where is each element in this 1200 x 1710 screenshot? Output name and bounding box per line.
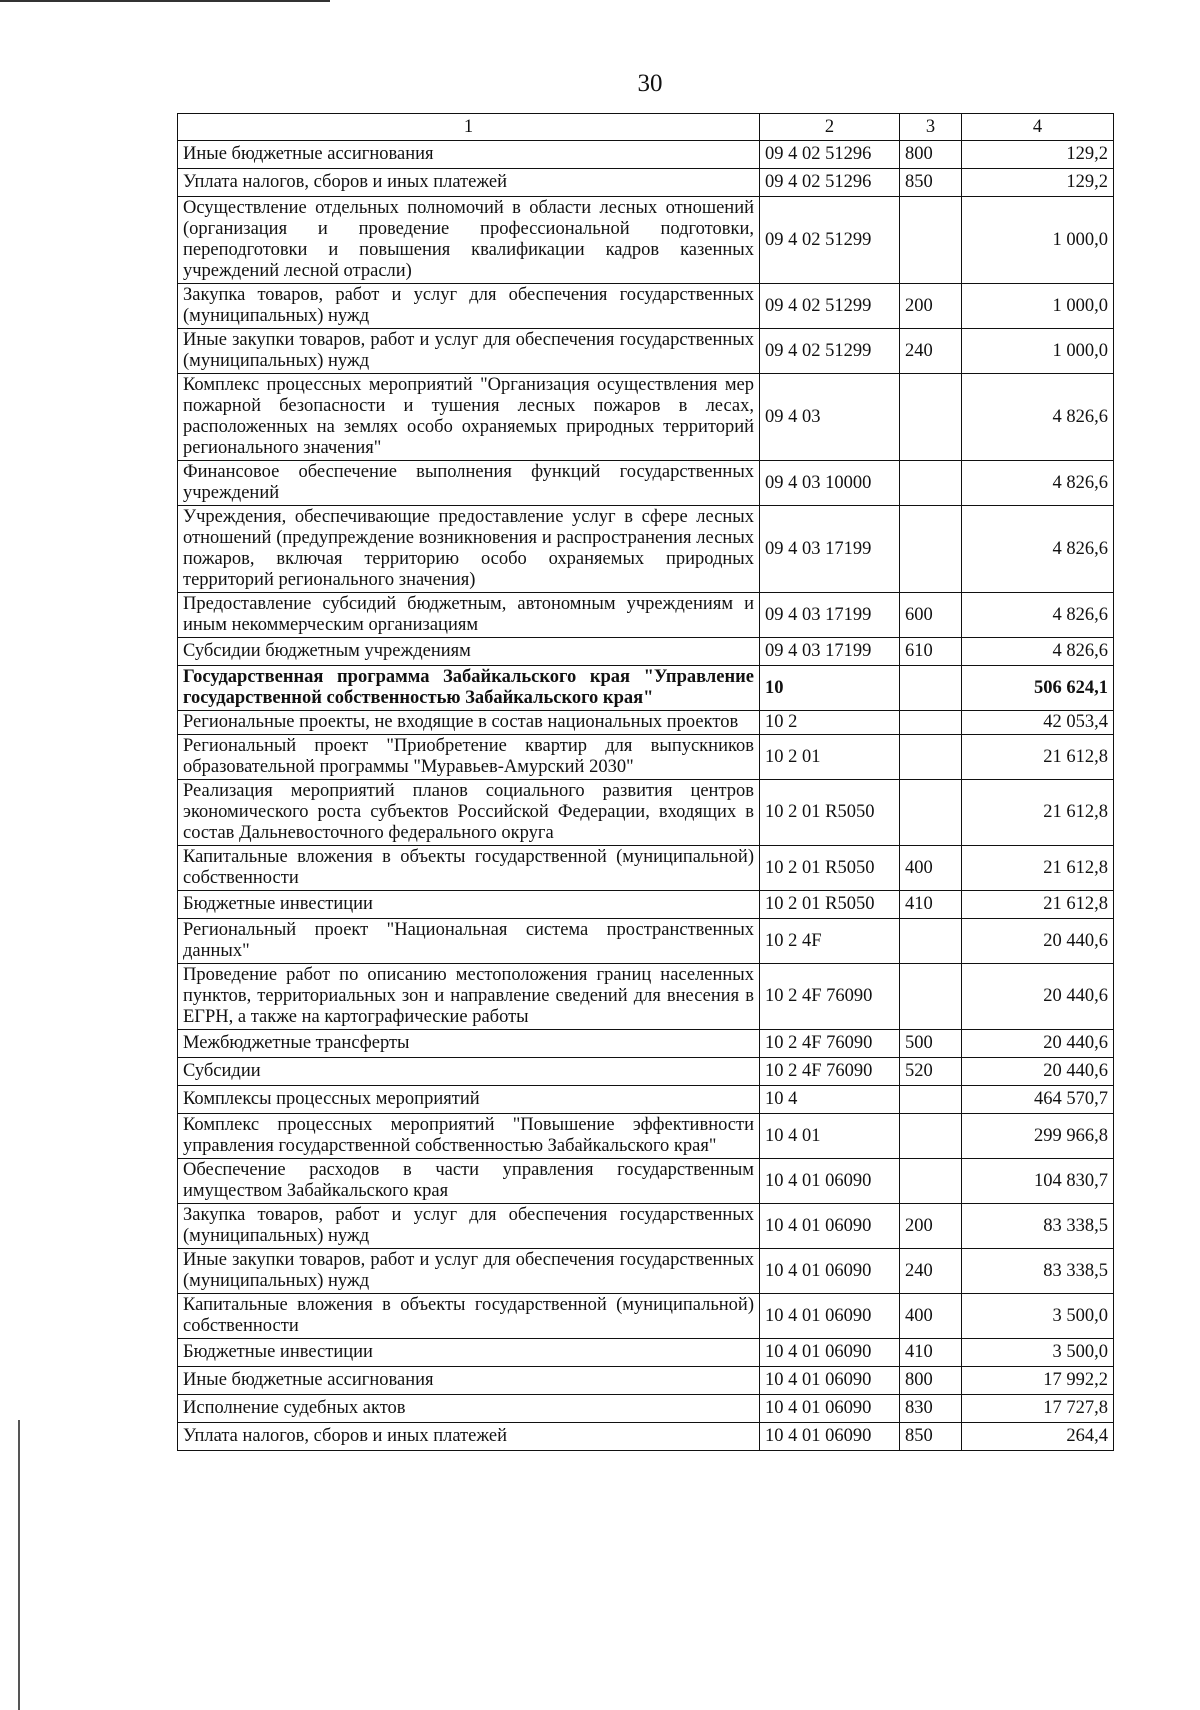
scan-edge-line (0, 0, 330, 2)
table-row (178, 666, 1114, 711)
row-type (900, 374, 962, 461)
row-type: 800 (900, 141, 962, 169)
row-code: 10 4 01 06090 (760, 1249, 900, 1294)
table-row (178, 1159, 1114, 1204)
row-name: Иные бюджетные ассигнования (178, 1367, 760, 1395)
row-type (900, 506, 962, 593)
row-amount: 104 830,7 (962, 1159, 1114, 1204)
header-type: 3 (900, 114, 962, 141)
table-row (178, 1030, 1114, 1058)
row-code: 10 2 01 R5050 (760, 891, 900, 919)
table-row (178, 638, 1114, 666)
row-code: 10 2 4F 76090 (760, 964, 900, 1030)
row-code: 10 4 01 (760, 1114, 900, 1159)
row-name: Региональные проекты, не входящие в состав национальных проектов (178, 711, 760, 735)
table-row (178, 169, 1114, 197)
row-name: Государственная программа Забайкальского края "Управление государственной собственностью Забайкальского края" (178, 666, 760, 711)
row-type (900, 461, 962, 506)
table-row (178, 891, 1114, 919)
row-amount: 21 612,8 (962, 735, 1114, 780)
row-name: Комплексы процессных мероприятий (178, 1086, 760, 1114)
row-code: 10 4 01 06090 (760, 1339, 900, 1367)
row-name: Уплата налогов, сборов и иных платежей (178, 169, 760, 197)
row-code: 10 2 4F 76090 (760, 1058, 900, 1086)
row-type: 800 (900, 1367, 962, 1395)
table-row (178, 964, 1114, 1030)
row-amount: 17 727,8 (962, 1395, 1114, 1423)
row-code: 10 2 4F (760, 919, 900, 964)
header-name: 1 (178, 114, 760, 141)
row-type: 410 (900, 1339, 962, 1367)
row-name: Закупка товаров, работ и услуг для обеспечения государственных (муниципальных) нужд (178, 284, 760, 329)
row-code: 09 4 03 17199 (760, 593, 900, 638)
row-code: 09 4 02 51299 (760, 197, 900, 284)
row-name: Уплата налогов, сборов и иных платежей (178, 1423, 760, 1451)
row-type: 500 (900, 1030, 962, 1058)
table-header-row (178, 114, 1114, 141)
row-name: Комплекс процессных мероприятий "Повышение эффективности управления государственной собственностью Забайкальского края" (178, 1114, 760, 1159)
row-type: 600 (900, 593, 962, 638)
row-name: Исполнение судебных актов (178, 1395, 760, 1423)
row-name: Субсидии бюджетным учреждениям (178, 638, 760, 666)
row-amount: 83 338,5 (962, 1249, 1114, 1294)
page-number: 30 (637, 70, 663, 97)
row-code: 10 2 01 (760, 735, 900, 780)
row-type (900, 666, 962, 711)
row-name: Комплекс процессных мероприятий "Организация осуществления мер пожарной безопасности и тушения лесных пожаров в лесах, расположенных на землях особо охраняемых природных территорий регионального значения" (178, 374, 760, 461)
table-row (178, 919, 1114, 964)
row-type (900, 1114, 962, 1159)
row-amount: 21 612,8 (962, 846, 1114, 891)
row-amount: 20 440,6 (962, 964, 1114, 1030)
row-code: 10 2 4F 76090 (760, 1030, 900, 1058)
header-amount: 4 (962, 114, 1114, 141)
row-amount: 21 612,8 (962, 891, 1114, 919)
row-code: 10 2 01 R5050 (760, 780, 900, 846)
row-name: Предоставление субсидий бюджетным, автономным учреждениям и иным некоммерческим организациям (178, 593, 760, 638)
row-amount: 4 826,6 (962, 374, 1114, 461)
row-type: 610 (900, 638, 962, 666)
table-row (178, 374, 1114, 461)
row-code: 09 4 02 51299 (760, 329, 900, 374)
row-type (900, 780, 962, 846)
row-amount: 129,2 (962, 141, 1114, 169)
row-amount: 20 440,6 (962, 919, 1114, 964)
table-row (178, 780, 1114, 846)
row-type: 830 (900, 1395, 962, 1423)
table-row (178, 1367, 1114, 1395)
row-amount: 506 624,1 (962, 666, 1114, 711)
table-row (178, 735, 1114, 780)
row-name: Обеспечение расходов в части управления государственным имуществом Забайкальского края (178, 1159, 760, 1204)
row-type: 520 (900, 1058, 962, 1086)
row-code: 10 4 01 06090 (760, 1159, 900, 1204)
row-name: Региональный проект "Национальная система пространственных данных" (178, 919, 760, 964)
table-row (178, 1423, 1114, 1451)
row-type: 240 (900, 329, 962, 374)
row-amount: 20 440,6 (962, 1058, 1114, 1086)
header-code: 2 (760, 114, 900, 141)
table-row (178, 329, 1114, 374)
table-row (178, 846, 1114, 891)
table-row (178, 506, 1114, 593)
row-code: 09 4 03 10000 (760, 461, 900, 506)
row-name: Капитальные вложения в объекты государственной (муниципальной) собственности (178, 1294, 760, 1339)
row-name: Субсидии (178, 1058, 760, 1086)
row-amount: 4 826,6 (962, 593, 1114, 638)
row-code: 09 4 03 17199 (760, 506, 900, 593)
row-type (900, 919, 962, 964)
row-amount: 4 826,6 (962, 461, 1114, 506)
row-name: Проведение работ по описанию местоположения границ населенных пунктов, территориальных зон и направление сведений для внесения в ЕГРН, а также на картографические работы (178, 964, 760, 1030)
row-name: Финансовое обеспечение выполнения функций государственных учреждений (178, 461, 760, 506)
row-amount: 3 500,0 (962, 1294, 1114, 1339)
row-amount: 83 338,5 (962, 1204, 1114, 1249)
row-type: 850 (900, 169, 962, 197)
row-amount: 129,2 (962, 169, 1114, 197)
row-code: 10 4 01 06090 (760, 1395, 900, 1423)
row-amount: 464 570,7 (962, 1086, 1114, 1114)
row-code: 10 4 (760, 1086, 900, 1114)
row-code: 10 2 (760, 711, 900, 735)
table-row (178, 1058, 1114, 1086)
row-code: 09 4 02 51296 (760, 141, 900, 169)
row-type (900, 1086, 962, 1114)
table-row (178, 461, 1114, 506)
row-code: 09 4 03 17199 (760, 638, 900, 666)
row-amount: 4 826,6 (962, 638, 1114, 666)
table-body (178, 141, 1114, 1451)
row-type: 400 (900, 1294, 962, 1339)
row-code: 10 4 01 06090 (760, 1204, 900, 1249)
row-amount: 299 966,8 (962, 1114, 1114, 1159)
row-name: Бюджетные инвестиции (178, 1339, 760, 1367)
row-name: Региональный проект "Приобретение квартир для выпускников образовательной программы "Муравьев-Амурский 2030" (178, 735, 760, 780)
row-code: 09 4 02 51299 (760, 284, 900, 329)
row-name: Иные закупки товаров, работ и услуг для обеспечения государственных (муниципальных) нужд (178, 329, 760, 374)
table-row (178, 284, 1114, 329)
row-code: 09 4 03 (760, 374, 900, 461)
row-code: 10 4 01 06090 (760, 1294, 900, 1339)
row-type: 400 (900, 846, 962, 891)
row-code: 10 (760, 666, 900, 711)
row-name: Межбюджетные трансферты (178, 1030, 760, 1058)
row-code: 10 4 01 06090 (760, 1367, 900, 1395)
row-name: Бюджетные инвестиции (178, 891, 760, 919)
row-amount: 1 000,0 (962, 197, 1114, 284)
budget-table (177, 113, 1114, 1451)
table-row (178, 197, 1114, 284)
table-row (178, 593, 1114, 638)
row-amount: 4 826,6 (962, 506, 1114, 593)
row-type (900, 964, 962, 1030)
row-amount: 1 000,0 (962, 329, 1114, 374)
table-row (178, 1294, 1114, 1339)
row-type: 240 (900, 1249, 962, 1294)
row-name: Учреждения, обеспечивающие предоставление услуг в сфере лесных отношений (предупреждение возникновения и распространения лесных пожаров, включая территорию особо охраняемых природных территорий регионального значения) (178, 506, 760, 593)
scan-margin-line (18, 1420, 20, 1710)
table-row (178, 1086, 1114, 1114)
row-amount: 21 612,8 (962, 780, 1114, 846)
row-type: 410 (900, 891, 962, 919)
table-row (178, 1339, 1114, 1367)
row-amount: 17 992,2 (962, 1367, 1114, 1395)
row-name: Осуществление отдельных полномочий в области лесных отношений (организация и проведение профессиональной подготовки, переподготовки и повышения квалификации кадров казенных учреждений лесной отрасли) (178, 197, 760, 284)
row-code: 10 4 01 06090 (760, 1423, 900, 1451)
table-row (178, 1204, 1114, 1249)
row-name: Капитальные вложения в объекты государственной (муниципальной) собственности (178, 846, 760, 891)
row-amount: 1 000,0 (962, 284, 1114, 329)
row-name: Иные закупки товаров, работ и услуг для обеспечения государственных (муниципальных) нужд (178, 1249, 760, 1294)
row-type (900, 711, 962, 735)
row-amount: 20 440,6 (962, 1030, 1114, 1058)
row-amount: 42 053,4 (962, 711, 1114, 735)
table-row (178, 1249, 1114, 1294)
row-name: Реализация мероприятий планов социального развития центров экономического роста субъектов Российской Федерации, входящих в состав Дальневосточного федерального округа (178, 780, 760, 846)
table-row (178, 141, 1114, 169)
row-type (900, 197, 962, 284)
row-name: Иные бюджетные ассигнования (178, 141, 760, 169)
table-row (178, 1395, 1114, 1423)
row-type (900, 1159, 962, 1204)
table-row (178, 1114, 1114, 1159)
row-code: 09 4 02 51296 (760, 169, 900, 197)
row-type: 850 (900, 1423, 962, 1451)
row-type: 200 (900, 1204, 962, 1249)
table-row (178, 711, 1114, 735)
row-code: 10 2 01 R5050 (760, 846, 900, 891)
row-amount: 264,4 (962, 1423, 1114, 1451)
row-amount: 3 500,0 (962, 1339, 1114, 1367)
row-name: Закупка товаров, работ и услуг для обеспечения государственных (муниципальных) нужд (178, 1204, 760, 1249)
row-type (900, 735, 962, 780)
row-type: 200 (900, 284, 962, 329)
